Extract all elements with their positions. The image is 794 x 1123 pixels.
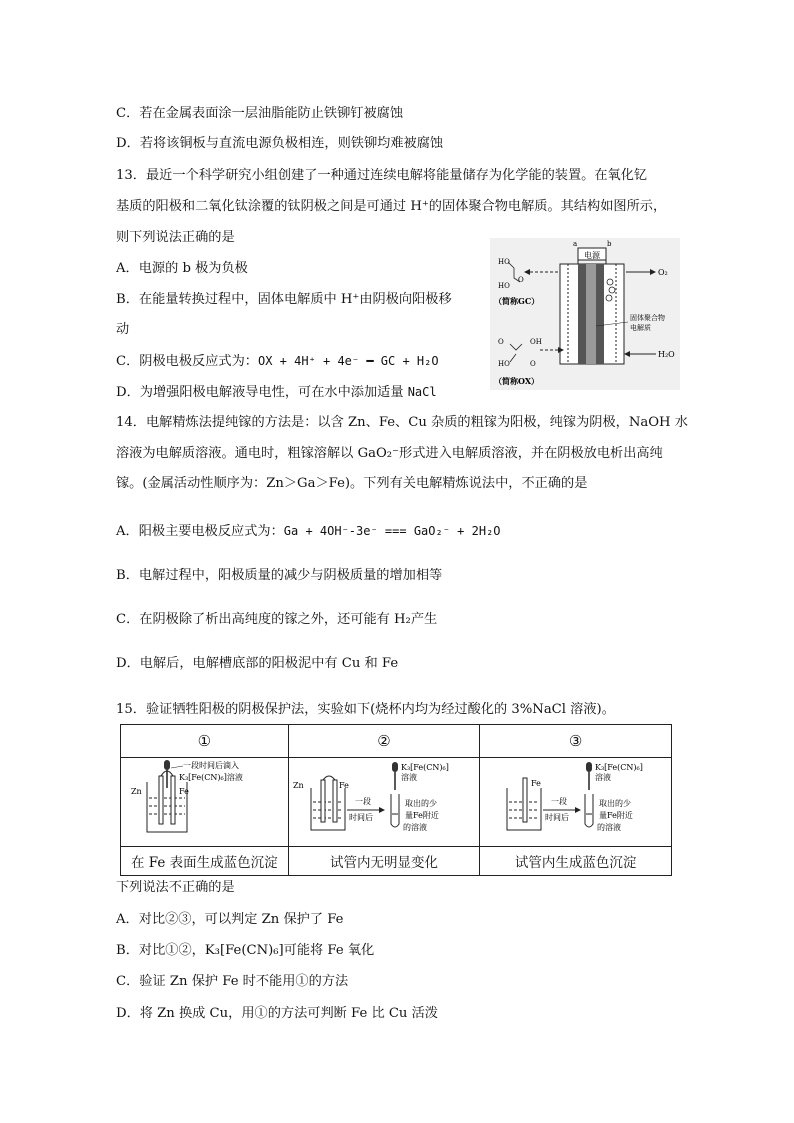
svg-text:O: O	[530, 360, 536, 368]
electrolyte-label-1: 固体聚合物	[630, 314, 665, 322]
svg-text:量Fe附近: 量Fe附近	[404, 811, 439, 820]
q13-option-c: C．阴极电极反应式为：OX + 4H⁺ + 4e⁻ ━ GC + H₂O	[116, 354, 439, 369]
svg-text:时间后: 时间后	[348, 813, 373, 822]
electrolyte-label-2: 电解质	[630, 324, 651, 332]
svg-text:O: O	[498, 338, 504, 346]
experiment-result-1: 在 Fe 表面生成蓝色沉淀	[121, 847, 289, 876]
q14-option-b: B．电解过程中，阳极质量的减少与阴极质量的增加相等	[116, 568, 443, 583]
experiment-header-3: ③	[480, 725, 672, 758]
terminal-b-label: b	[607, 240, 612, 248]
experiment-1-apparatus	[121, 758, 289, 847]
experiment-3-apparatus	[480, 758, 672, 847]
svg-text:的溶液: 的溶液	[596, 823, 621, 832]
svg-text:一段: 一段	[354, 797, 371, 806]
svg-text:Fe: Fe	[530, 779, 541, 788]
q15-option-d: D．将 Zn 换成 Cu，用①的方法可判断 Fe 比 Cu 活泼	[116, 1006, 438, 1021]
svg-text:一段时间后滴入: 一段时间后滴入	[183, 761, 240, 770]
q13-option-c-equation: OX + 4H⁺ + 4e⁻ ━ GC + H₂O	[257, 354, 439, 368]
q12-option-d: D．若将该铜板与直流电源负极相连，则铁铆均难被腐蚀	[116, 136, 444, 151]
svg-text:溶液: 溶液	[400, 773, 417, 782]
q14-option-c: C．在阴极除了析出高纯度的镓之外，还可能有 H₂产生	[116, 612, 438, 627]
q12-option-c: C．若在金属表面涂一层油脂能防止铁铆钉被腐蚀	[116, 106, 404, 121]
q13-option-d-formula: NaCl	[407, 385, 437, 399]
experiment-result-2: 试管内无明显变化	[288, 847, 480, 876]
q14-option-a-equation: Ga + 4OH⁻-3e⁻ === GaO₂⁻ + 2H₂O	[283, 524, 501, 538]
q13-option-a: A．电源的 b 极为负极	[116, 261, 248, 276]
h2o-label: H₂O	[658, 350, 675, 359]
q15-prompt: 下列说法不正确的是	[116, 880, 235, 895]
o2-label: O₂	[658, 268, 668, 277]
experiment-header-1: ①	[121, 725, 289, 758]
svg-text:HO: HO	[498, 360, 510, 368]
q15-option-b: B．对比①②，K₃[Fe(CN)₆]可能将 Fe 氧化	[116, 943, 375, 958]
q14-stem-line1: 14．电解精炼法提纯镓的方法是：以含 Zn、Fe、Cu 杂质的粗镓为阳极，纯镓为阴极，NaOH 水	[116, 415, 688, 430]
q14-stem-line3: 镓。(金属活动性顺序为：Zn＞Ga＞Fe)。下列有关电解精炼说法中，不正确的是	[116, 476, 588, 491]
svg-text:HO: HO	[498, 258, 510, 266]
q14-option-d: D．电解后，电解槽底部的阳极泥中有 Cu 和 Fe	[116, 656, 399, 671]
anode-plate	[578, 264, 586, 364]
svg-text:一段: 一段	[550, 797, 567, 806]
zn-label: Zn	[131, 787, 143, 796]
svg-text:时间后: 时间后	[544, 813, 569, 822]
svg-text:Fe: Fe	[338, 781, 349, 790]
q14-stem-line2: 溶液为电解质溶液。通电时，粗镓溶解以 GaO₂⁻形式进入电解质溶液，并在阴极放电析出高纯	[116, 446, 663, 461]
experiment-header-2: ②	[288, 725, 480, 758]
solid-electrolyte	[586, 264, 596, 364]
experiment-2-apparatus	[288, 758, 480, 847]
q15-option-a: A．对比②③，可以判定 Zn 保护了 Fe	[116, 912, 344, 927]
q13-stem-line3: 则下列说法正确的是	[116, 230, 235, 245]
q13-stem-line2: 基质的阳极和二氧化钛涂覆的钛阴极之间是可通过 H⁺的固体聚合物电解质。其结构如图所示，	[116, 199, 667, 214]
power-source-label: 电源	[584, 251, 600, 260]
q13-option-b-line1: B．在能量转换过程中，固体电解质中 H⁺由阴极向阳极移	[116, 292, 452, 307]
svg-text:量Fe附近: 量Fe附近	[598, 811, 633, 820]
svg-text:K₃[Fe(CN)₆]: K₃[Fe(CN)₆]	[400, 763, 449, 772]
terminal-a-label: a	[573, 240, 578, 248]
svg-text:溶液: 溶液	[594, 773, 611, 782]
svg-text:OH: OH	[530, 338, 542, 346]
q14-option-a: A．阳极主要电极反应式为：Ga + 4OH⁻-3e⁻ === GaO₂⁻ + 2H₂O	[116, 524, 501, 539]
svg-text:K₃[Fe(CN)₆]溶液: K₃[Fe(CN)₆]溶液	[179, 773, 244, 782]
experiment-result-3: 试管内生成蓝色沉淀	[480, 847, 672, 876]
electrolysis-cell-diagram	[490, 238, 680, 390]
q13-option-b-line2: 动	[116, 322, 130, 337]
experiment-table	[120, 724, 672, 876]
svg-text:K₃[Fe(CN)₆]: K₃[Fe(CN)₆]	[594, 763, 643, 772]
svg-text:HO: HO	[498, 282, 510, 290]
q15-option-c: C．验证 Zn 保护 Fe 时不能用①的方法	[116, 974, 349, 989]
svg-text:O: O	[518, 276, 524, 284]
q13-option-d: D．为增强阳极电解液导电性，可在水中添加适量 NaCl	[116, 385, 437, 400]
svg-text:取出的少: 取出的少	[404, 799, 437, 808]
svg-text:取出的少: 取出的少	[598, 799, 631, 808]
ox-label: （简称OX）	[494, 376, 540, 386]
q15-stem: 15．验证牺牲阳极的阴极保护法，实验如下(烧杯内均为经过酸化的 3%NaCl 溶液)。	[116, 702, 615, 717]
fe-label: Fe	[179, 787, 190, 796]
cathode-plate	[596, 264, 604, 364]
svg-text:的溶液: 的溶液	[402, 823, 427, 832]
svg-text:Zn: Zn	[292, 781, 304, 790]
gc-label: （简称GC）	[494, 296, 540, 306]
q13-stem-line1: 13．最近一个科学研究小组创建了一种通过连续电解将能量储存为化学能的装置。在氧化钇	[116, 168, 648, 183]
